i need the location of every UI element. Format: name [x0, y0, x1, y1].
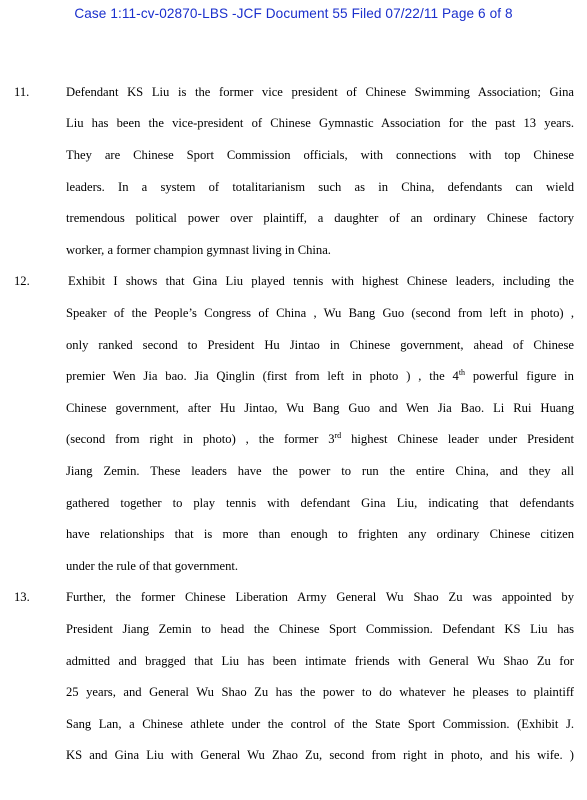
text-line: They are Chinese Sport Commission officials, with connections with top Chinese: [66, 148, 574, 162]
text-line: [66, 369, 574, 384]
text-line: only ranked second to President Hu Jintao in Chinese government, ahead of Chinese: [66, 338, 574, 352]
text-line: leaders. In a system of totalitarianism such as in China, defendants can wield: [66, 180, 574, 194]
text-line: under the rule of that government.: [66, 559, 239, 573]
text-line: Liu has been the vice-president of Chinese Gymnastic Association for the past 13 years.: [66, 116, 574, 130]
text-line: admitted and bragged that Liu has been intimate friends with General Wu Shao Zu for: [66, 654, 574, 668]
text-line: Exhibit I shows that Gina Liu played tennis with highest Chinese leaders, including the: [68, 274, 574, 288]
text-line: Chinese government, after Hu Jintao, Wu Bang Guo and Wen Jia Bao. Li Rui Huang: [66, 401, 574, 415]
text-line: tremendous political power over plaintiff, a daughter of an ordinary Chinese factory: [66, 211, 574, 225]
text-segment: highest Chinese leader under President: [341, 432, 575, 446]
text-line: worker, a former champion gymnast living in China.: [66, 243, 331, 257]
text-line: Further, the former Chinese Liberation Army General Wu Shao Zu was appointed by: [66, 590, 574, 604]
text-line: Defendant KS Liu is the former vice president of Chinese Swimming Association; Gina: [66, 85, 574, 99]
text-line: 25 years, and General Wu Shao Zu has the power to do whatever he pleases to plaintiff: [66, 685, 574, 699]
text-line: Speaker of the People’s Congress of China , Wu Bang Guo (second from left in photo) ,: [66, 306, 574, 320]
paragraph-number: 12.: [14, 274, 30, 288]
case-header: Case 1:11-cv-02870-LBS -JCF Document 55 Filed 07/22/11 Page 6 of 8: [74, 6, 513, 21]
text-segment: premier Wen Jia bao. Jia Qinglin (first from left in photo ) , the 4: [66, 369, 459, 383]
text-line: gathered together to play tennis with defendant Gina Liu, indicating that defendants: [66, 496, 574, 510]
superscript: th: [458, 368, 466, 377]
text-segment: powerful figure in: [465, 369, 574, 383]
text-line: Sang Lan, a Chinese athlete under the control of the State Sport Commission. (Exhibit J.: [66, 717, 574, 731]
text-line: Jiang Zemin. These leaders have the power to run the entire China, and they all: [66, 464, 574, 478]
text-line: President Jiang Zemin to head the Chinese Sport Commission. Defendant KS Liu has: [66, 622, 574, 636]
text-line: have relationships that is more than enough to frighten any ordinary Chinese citizen: [66, 527, 574, 541]
paragraph-number: 13.: [14, 590, 30, 604]
text-line: KS and Gina Liu with General Wu Zhao Zu, second from right in photo, and his wife. ): [66, 748, 574, 762]
paragraph-number: 11.: [14, 85, 30, 99]
text-segment: (second from right in photo) , the former 3: [66, 432, 335, 446]
text-line: [66, 432, 574, 447]
superscript: rd: [334, 431, 342, 440]
